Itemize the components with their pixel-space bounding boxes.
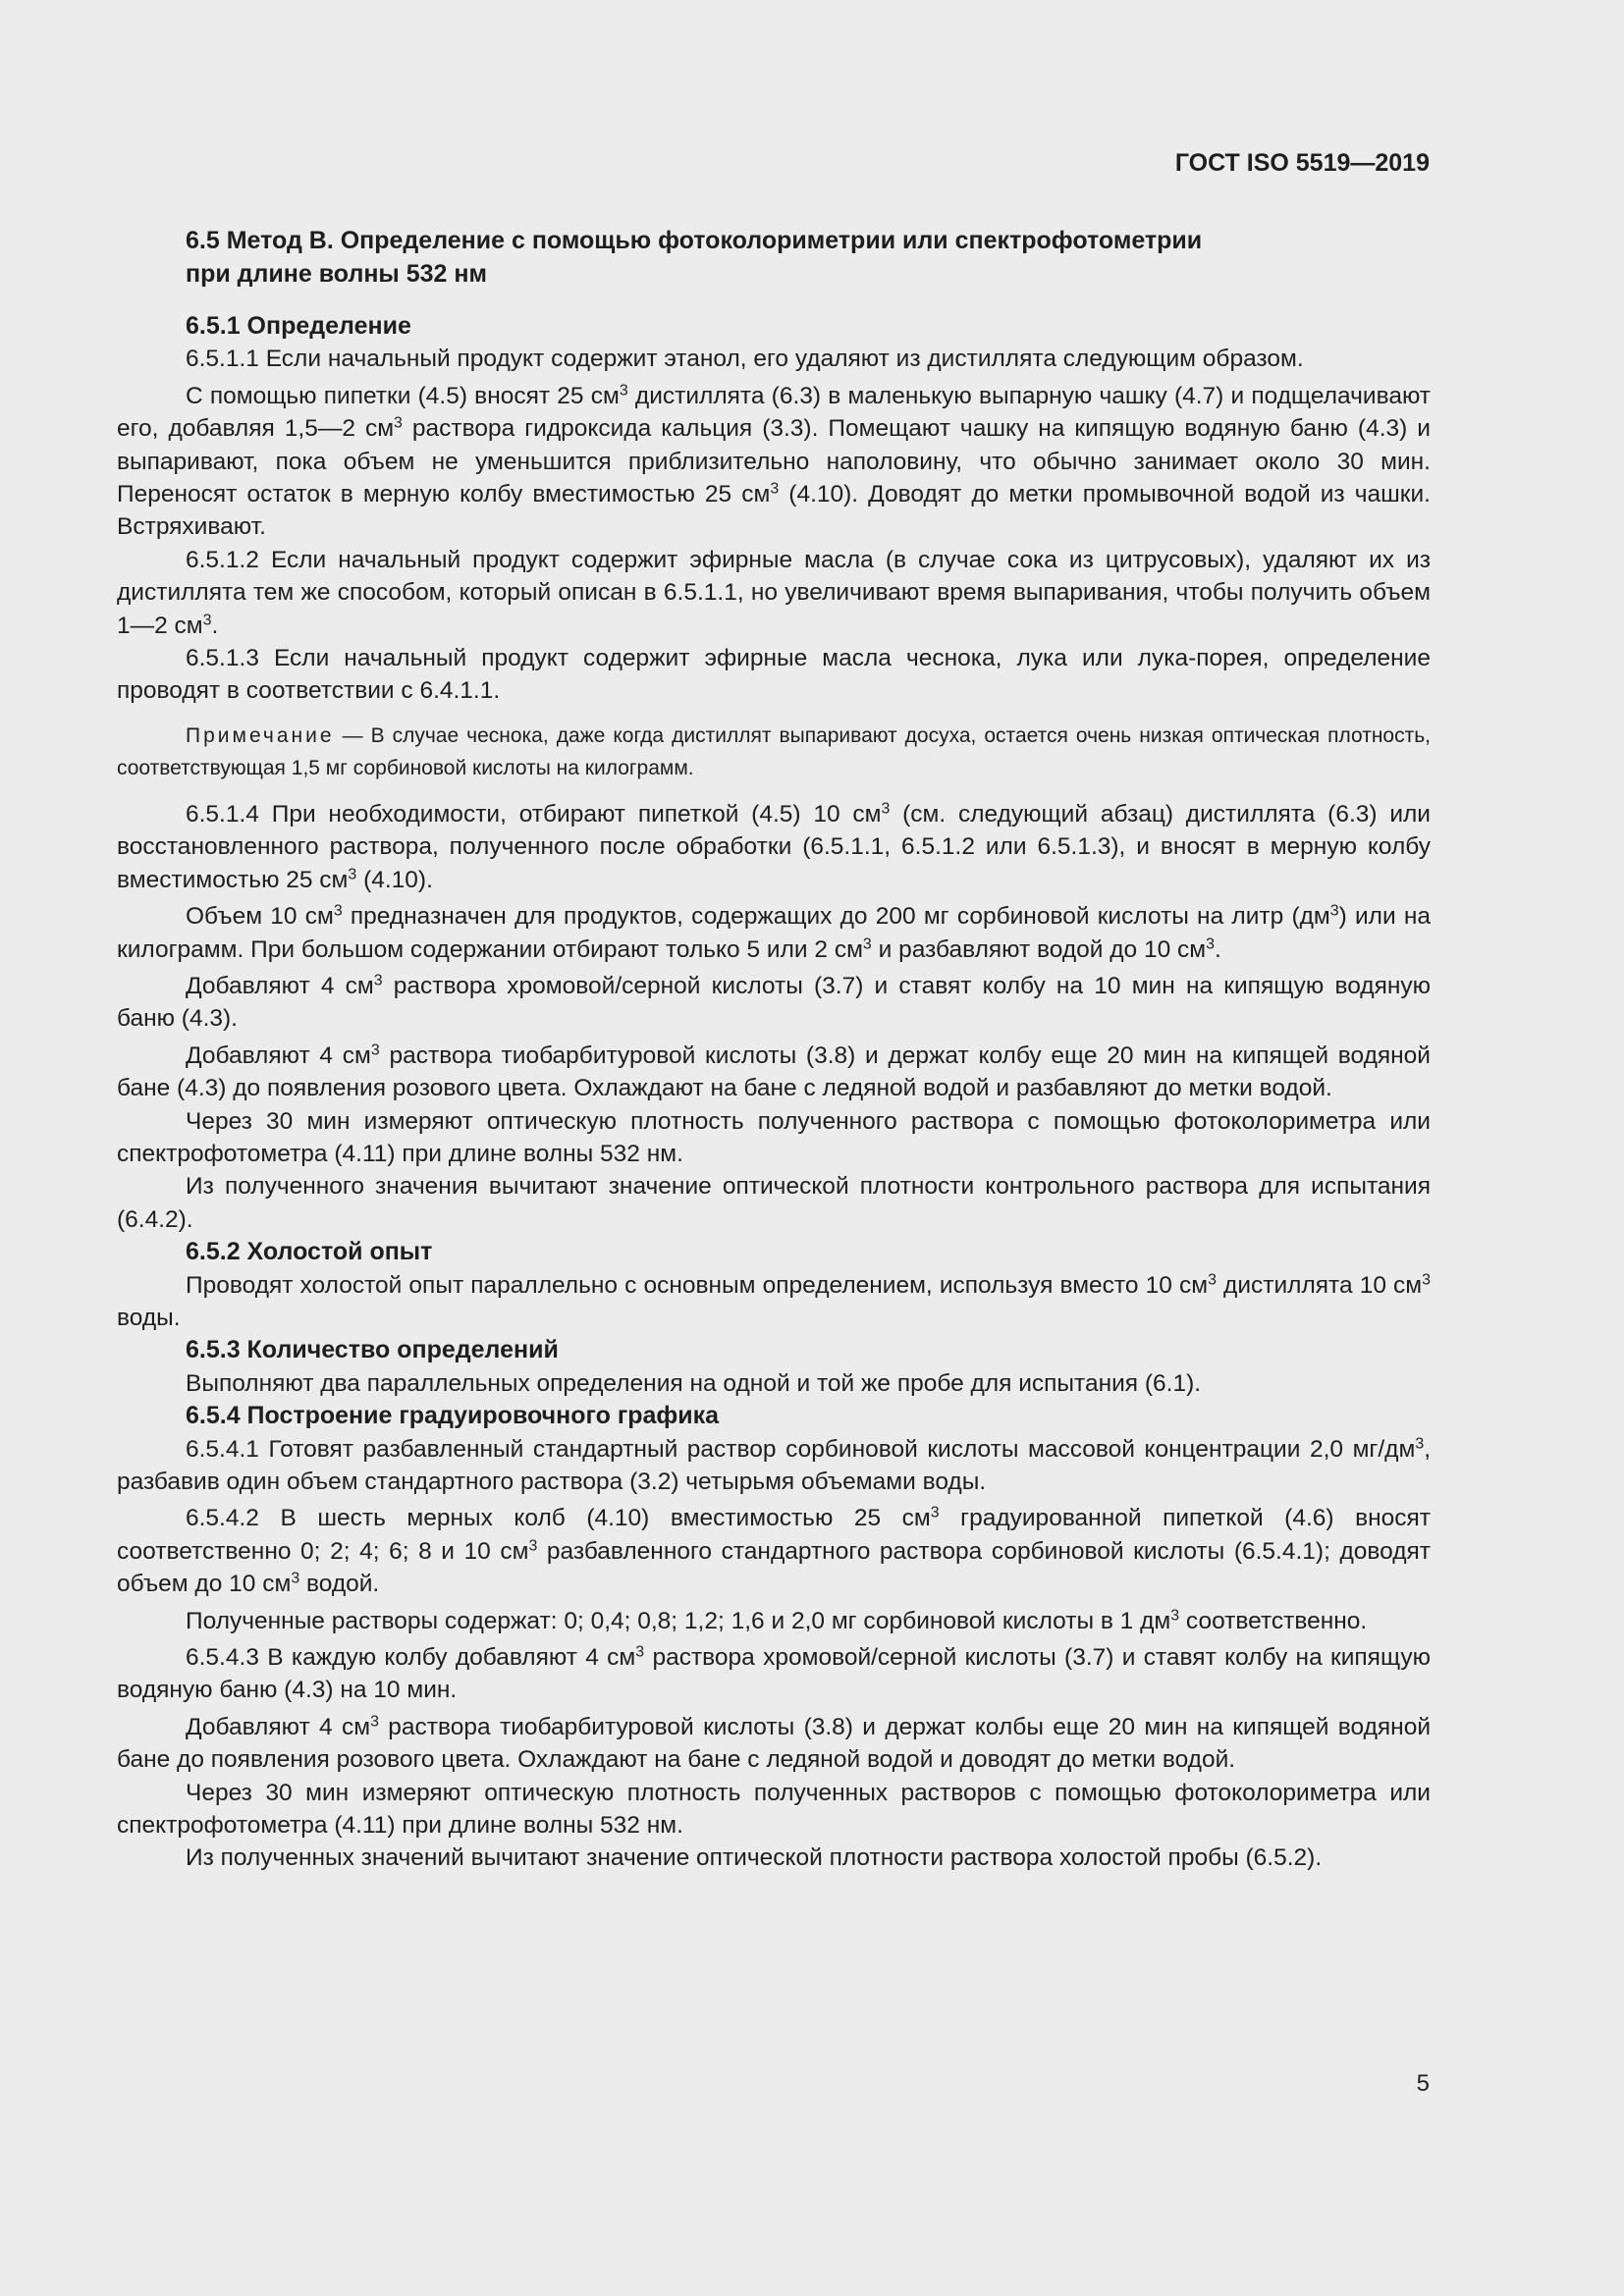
paragraph: Через 30 мин измеряют оптическую плотность полученного раствора с помощью фотоколориметра или спектрофотометра (4.11) при длине волны 532 нм. — [117, 1107, 1431, 1167]
subsection-heading-6-5-1: 6.5.1 Определение — [186, 312, 411, 340]
paragraph-6-5-4-1: 6.5.4.1 Готовят разбавленный стандартный раствор сорбиновой кислоты массовой концентрации 2,0 $мг/дм^3$, разбавив один объем стандартного раствора (3.2) четырьмя объемами воды. — [117, 1434, 1431, 1495]
paragraph: С помощью пипетки (4.5) вносят 25 $см^3$ дистиллята (6.3) в маленькую выпарную чашку (4.7) и подщелачивают его, добавляя 1,5—2 $см^3$ раствора гидроксида кальция (3.3). Помещают чашку на кипящую водяную баню (4.3) и выпаривают, пока объем не уменьшится приблизительно наполовину, что обычно занимает около 30 мин. Переносят остаток в мерную колбу вместимостью 25 $см^3$ (4.10). Доводят до метки промывочной водой из чашки. Встряхивают. — [117, 382, 1432, 541]
paragraph: Из полученного значения вычитают значение оптической плотности контрольного раствора для испытания (6.4.2). — [117, 1173, 1431, 1233]
paragraph-6-5-1-4: 6.5.1.4 При необходимости, отбирают пипеткой (4.5) 10 $см^3$ (см. следующий абзац) дистиллята (6.3) или восстановленного раствора, полученного после обработки (6.5.1.1, 6.5.1.2 или 6.5.1.3), и вносят в мерную колбу вместимостью 25 $см^3$ (4.10). — [117, 800, 1431, 893]
paragraph: Добавляют 4 $см^3$ раствора тиобарбитуровой кислоты (3.8) и держат колбу еще 20 мин на кипящей водяной бане (4.3) до появления розового цвета. Охлаждают на бане с ледяной водой и разбавляют до метки водой. — [117, 1041, 1431, 1102]
paragraph: Через 30 мин измеряют оптическую плотность полученных растворов с помощью фотоколориметра или спектрофотометра (4.11) при длине волны 532 нм. — [117, 1779, 1431, 1840]
note: Примечание — В случае чеснока, даже когда дистиллят выпаривают досуха, остается очень низкая оптическая плотность, соответствующая 1,5 мг сорбиновой кислоты на килограмм. — [117, 723, 1431, 779]
document-body — [117, 224, 1431, 1875]
note-label: Примечание — [186, 723, 335, 747]
paragraph: Полученные растворы содержат: 0; 0,4; 0,8; 1,2; 1,6 и 2,0 мг сорбиновой кислоты в 1 $дм^3$ соответственно. — [186, 1606, 1368, 1634]
paragraph-6-5-4-2: 6.5.4.2 В шесть мерных колб (4.10) вместимостью 25 $см^3$ градуированной пипеткой (4.6) вносят соответственно 0; 2; 4; 6; 8 и 10 $см^3$ разбавленного стандартного раствора сорбиновой кислоты (6.5.4.1); доводят объем до 10 $см^3$ водой. — [117, 1504, 1431, 1598]
subsection-heading-6-5-4: 6.5.4 Построение градуировочного графика — [186, 1402, 720, 1430]
document-id-header: ГОСТ ISO 5519—2019 — [1174, 149, 1430, 177]
subsection-heading-6-5-2: 6.5.2 Холостой опыт — [186, 1238, 433, 1266]
paragraph: Добавляют 4 $см^3$ раствора тиобарбитуровой кислоты (3.8) и держат колбы еще 20 мин на кипящей водяной бане до появления розового цвета. Охлаждают на бане с ледяной водой и доводят до метки водой. — [117, 1713, 1432, 1774]
section-title: 6.5 Метод В. Определение с помощью фотоколориметрии или спектрофотометрии при длине волны 532 нм — [186, 227, 1203, 288]
paragraph: Проводят холостой опыт параллельно с основным определением, используя вместо 10 $см^3$ дистиллята 10 $см^3$ воды. — [117, 1270, 1431, 1331]
paragraph-6-5-1-1: 6.5.1.1 Если начальный продукт содержит этанол, его удаляют из дистиллята следующим образом. — [186, 346, 1304, 373]
paragraph: Добавляют 4 $см^3$ раствора хромовой/серной кислоты (3.7) и ставят колбу на 10 мин на кипящую водяную баню (4.3). — [117, 972, 1431, 1033]
paragraph-6-5-4-3: 6.5.4.3 В каждую колбу добавляют 4 $см^3$ раствора хромовой/серной кислоты (3.7) и ставят колбу на кипящую водяную баню (4.3) на 10 мин. — [117, 1643, 1431, 1704]
paragraph-6-5-1-2: 6.5.1.2 Если начальный продукт содержит эфирные масла (в случае сока из цитрусовых), удаляют их из дистиллята тем же способом, который описан в 6.5.1.1, но увеличивают время выпаривания, чтобы получить объем 1—2 $см^3$. — [117, 546, 1431, 639]
page-number: 5 — [1416, 2070, 1430, 2097]
subsection-heading-6-5-3: 6.5.3 Количество определений — [186, 1336, 559, 1364]
paragraph: Из полученных значений вычитают значение оптической плотности раствора холостой пробы (6.5.2). — [186, 1844, 1323, 1872]
paragraph-6-5-1-3: 6.5.1.3 Если начальный продукт содержит эфирные масла чеснока, лука или лука-порея, определение проводят в соответствии с 6.4.1.1. — [117, 645, 1431, 705]
paragraph: Объем 10 $см^3$ предназначен для продуктов, содержащих до 200 мг сорбиновой кислоты на литр $(дм^3)$ или на килограмм. При большом содержании отбирают только 5 или 2 $см^3$ и разбавляют водой до 10 $см^3$. — [117, 902, 1431, 963]
paragraph: Выполняют два параллельных определения на одной и той же пробе для испытания (6.1). — [186, 1369, 1202, 1397]
